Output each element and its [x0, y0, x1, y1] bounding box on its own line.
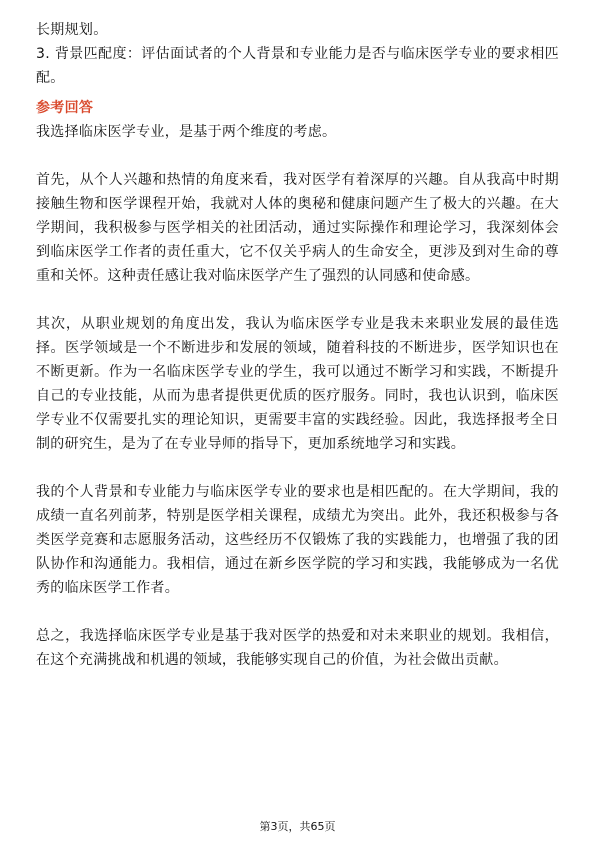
- answer-second-paragraph: 其次，从职业规划的角度出发，我认为临床医学专业是我未来职业发展的最佳选择。医学领域是一个不断进步和发展的领域，随着科技的不断进步，医学知识也在不断更新。作为一名临床医学专业的学生，我可以通过不断学习和实践，不断提升自己的专业技能，从而为患者提供更优质的医疗服务。同时，我也认识到，临床医学专业不仅需要扎实的理论知识，更需要丰富的实践经验。因此，我选择报考全日制的研究生，是为了在专业导师的指导下，更加系统地学习和实践。: [36, 316, 559, 452]
- answer-first-paragraph: 首先，从个人兴趣和热情的角度来看，我对医学有着深厚的兴趣。自从我高中时期接触生物和医学课程开始，我就对人体的奥秘和健康问题产生了极大的兴趣。在大学期间，我积极参与医学相关的社团活动，通过实际操作和理论学习，我深刻体会到临床医学工作者的责任重大，它不仅关乎病人的生命安全，更涉及到对生命的尊重和关怀。这种责任感让我对临床医学产生了强烈的认同感和使命感。: [36, 172, 559, 284]
- answer-conclusion-paragraph: 总之，我选择临床医学专业是基于我对医学的热爱和对未来职业的规划。我相信，在这个充满挑战和机遇的领域，我能够实现自己的价值，为社会做出贡献。: [36, 628, 559, 668]
- paragraph-spacer: [36, 144, 559, 168]
- document-body: [36, 18, 559, 672]
- intro-tail-text: 长期规划。: [36, 22, 108, 38]
- paragraph-spacer: [36, 456, 559, 480]
- criterion-item-3: 3. 背景匹配度：评估面试者的个人背景和专业能力是否与临床医学专业的要求相匹配。: [36, 46, 559, 86]
- page-number-footer: 第3页，共65页: [259, 820, 336, 833]
- reference-answer-heading: 参考回答: [36, 100, 94, 116]
- paragraph-spacer: [36, 600, 559, 624]
- answer-intro-paragraph: 我选择临床医学专业，是基于两个维度的考虑。: [36, 124, 337, 140]
- answer-third-paragraph: 我的个人背景和专业能力与临床医学专业的要求也是相匹配的。在大学期间，我的成绩一直名列前茅，特别是医学相关课程，成绩尤为突出。此外，我还积极参与各类医学竞赛和志愿服务活动，这些经历不仅锻炼了我的实践能力，也增强了我的团队协作和沟通能力。我相信，通过在新乡医学院的学习和实践，我能够成为一名优秀的临床医学工作者。: [36, 484, 559, 596]
- paragraph-spacer: [36, 288, 559, 312]
